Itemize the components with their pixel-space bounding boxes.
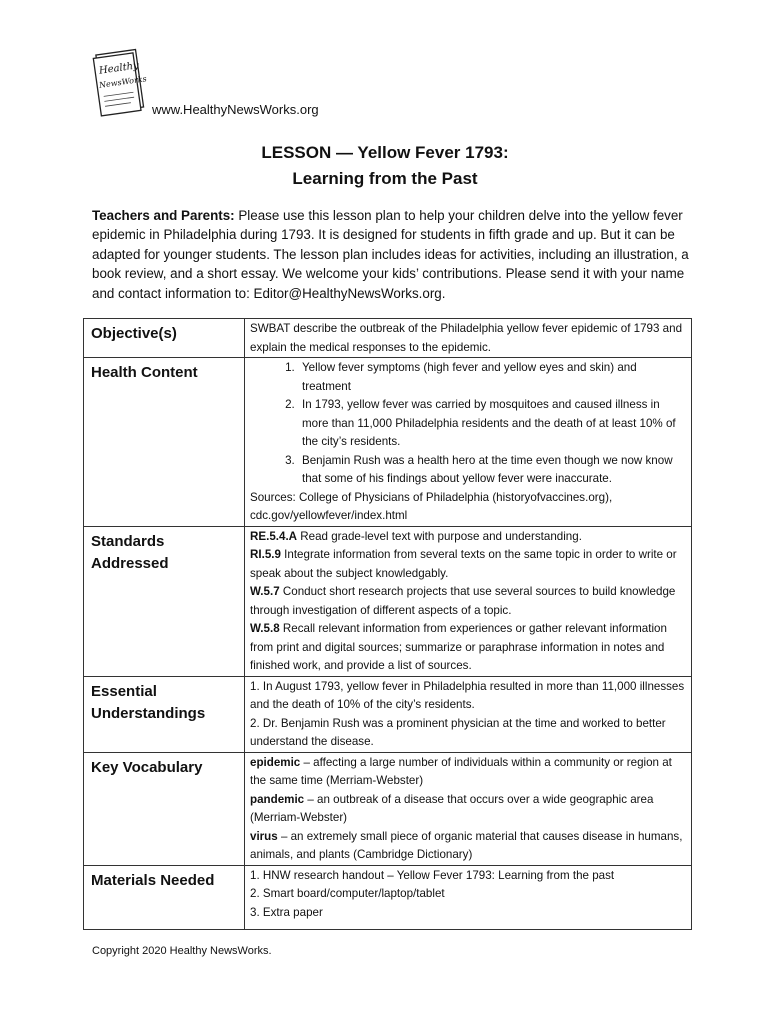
lesson-title	[0, 140, 770, 192]
row-key-vocabulary	[84, 752, 692, 865]
intro-text: Please use this lesson plan to help your children delve into the yellow fever epidemic in Philadelphia during 1793. It is designed for students in fifth grade and up. But it can be adapted for younger students. The lesson plan includes ideas for activities, including an illustration, a book review, and a short essay. We welcome your kids’ contributions. Please send it with your name and contact information to: Editor@HealthyNewsWorks.org.	[92, 208, 689, 301]
standard-code: W.5.7	[250, 585, 280, 598]
standard-item	[250, 528, 686, 547]
materials-content	[245, 865, 692, 929]
essential-understandings-content	[245, 676, 692, 752]
vocab-definition: – an outbreak of a disease that occurs over a wide geographic area (Merriam-Webster)	[250, 792, 654, 824]
standard-item	[250, 620, 686, 676]
objective-label: Objective(s)	[84, 319, 245, 358]
key-vocabulary-content	[245, 752, 692, 865]
standard-code: RI.5.9	[250, 548, 281, 561]
vocab-definition: – affecting a large number of individuals within a community or region at the same time (Merriam-Webster)	[250, 755, 672, 787]
healthy-newsworks-logo	[92, 46, 148, 120]
list-item: 1. HNW research handout – Yellow Fever 1793: Learning from the past	[250, 868, 615, 882]
vocab-item	[250, 791, 686, 828]
standard-text: Integrate information from several texts on the same topic in order to write or speak about the subject knowledgably.	[250, 548, 677, 580]
list-item: 2. Smart board/computer/laptop/tablet	[250, 887, 445, 900]
health-sources: Sources: College of Physicians of Philadelphia (historyofvaccines.org), cdc.gov/yellowfever/index.html	[250, 490, 613, 522]
list-item: 3. Extra paper	[250, 905, 323, 919]
health-content-label: Health Content	[84, 358, 245, 527]
vocab-term: epidemic	[250, 755, 301, 769]
objective-content: SWBAT describe the outbreak of the Philadelphia yellow fever epidemic of 1793 and explain the medical responses to the epidemic.	[245, 319, 692, 358]
row-objective	[84, 319, 692, 358]
standards-label: Standards Addressed	[84, 526, 245, 676]
standard-code: W.5.8	[250, 622, 280, 635]
lesson-table	[83, 318, 692, 930]
intro-paragraph	[92, 206, 692, 303]
list-item: 2. Dr. Benjamin Rush was a prominent physician at the time and worked to better understand the disease.	[250, 716, 666, 748]
list-item: 1. In August 1793, yellow fever in Philadelphia resulted in more than 11,000 illnesses and the death of 10% of the city’s residents.	[250, 679, 685, 711]
list-item: 2. In 1793, yellow fever was carried by mosquitoes and caused illness in more than 11,000 Philadelphia residents and the death of at least 10% of the city’s residents.	[298, 396, 686, 452]
row-materials	[84, 865, 692, 929]
standard-code: RE.5.4.A	[250, 529, 298, 543]
health-content	[245, 358, 692, 527]
row-health-content	[84, 358, 692, 527]
intro-lead: Teachers and Parents:	[92, 208, 235, 223]
vocab-item	[250, 754, 686, 791]
svg-text:Healthy: Healthy	[98, 60, 140, 77]
row-standards	[84, 526, 692, 676]
vocab-term: virus	[250, 829, 278, 843]
copyright-notice: Copyright 2020 Healthy NewsWorks.	[92, 945, 272, 957]
key-vocabulary-label: Key Vocabulary	[84, 752, 245, 865]
list-item: 1. Yellow fever symptoms (high fever and yellow eyes and skin) and treatment	[298, 359, 686, 396]
vocab-term: pandemic	[250, 792, 305, 806]
website-url[interactable]: www.HealthyNewsWorks.org	[152, 102, 319, 117]
essential-understandings-label: Essential Understandings	[84, 676, 245, 752]
row-essential-understandings	[84, 676, 692, 752]
vocab-item	[250, 828, 686, 865]
title-line-1: LESSON — Yellow Fever 1793:	[261, 143, 509, 162]
standard-item	[250, 546, 686, 583]
svg-text:NewsWorks: NewsWorks	[98, 74, 148, 90]
standards-content	[245, 526, 692, 676]
standard-text: Recall relevant information from experiences or gather relevant information from print and digital sources; summarize or paraphrase information in notes and finished work, and provide a list of sources.	[250, 622, 667, 672]
vocab-definition: – an extremely small piece of organic material that causes disease in humans, animals, and plants (Cambridge Dictionary)	[250, 829, 683, 861]
materials-label: Materials Needed	[84, 865, 245, 929]
standard-text: Conduct short research projects that use several sources to build knowledge through investigation of different aspects of a topic.	[250, 585, 676, 617]
standard-text: Read grade-level text with purpose and understanding.	[297, 529, 582, 543]
health-content-list	[250, 359, 686, 489]
standard-item	[250, 583, 686, 620]
list-item: 3. Benjamin Rush was a health hero at the time even though we now know that some of his findings about yellow fever were inaccurate.	[298, 452, 686, 489]
title-line-2: Learning from the Past	[292, 169, 478, 188]
